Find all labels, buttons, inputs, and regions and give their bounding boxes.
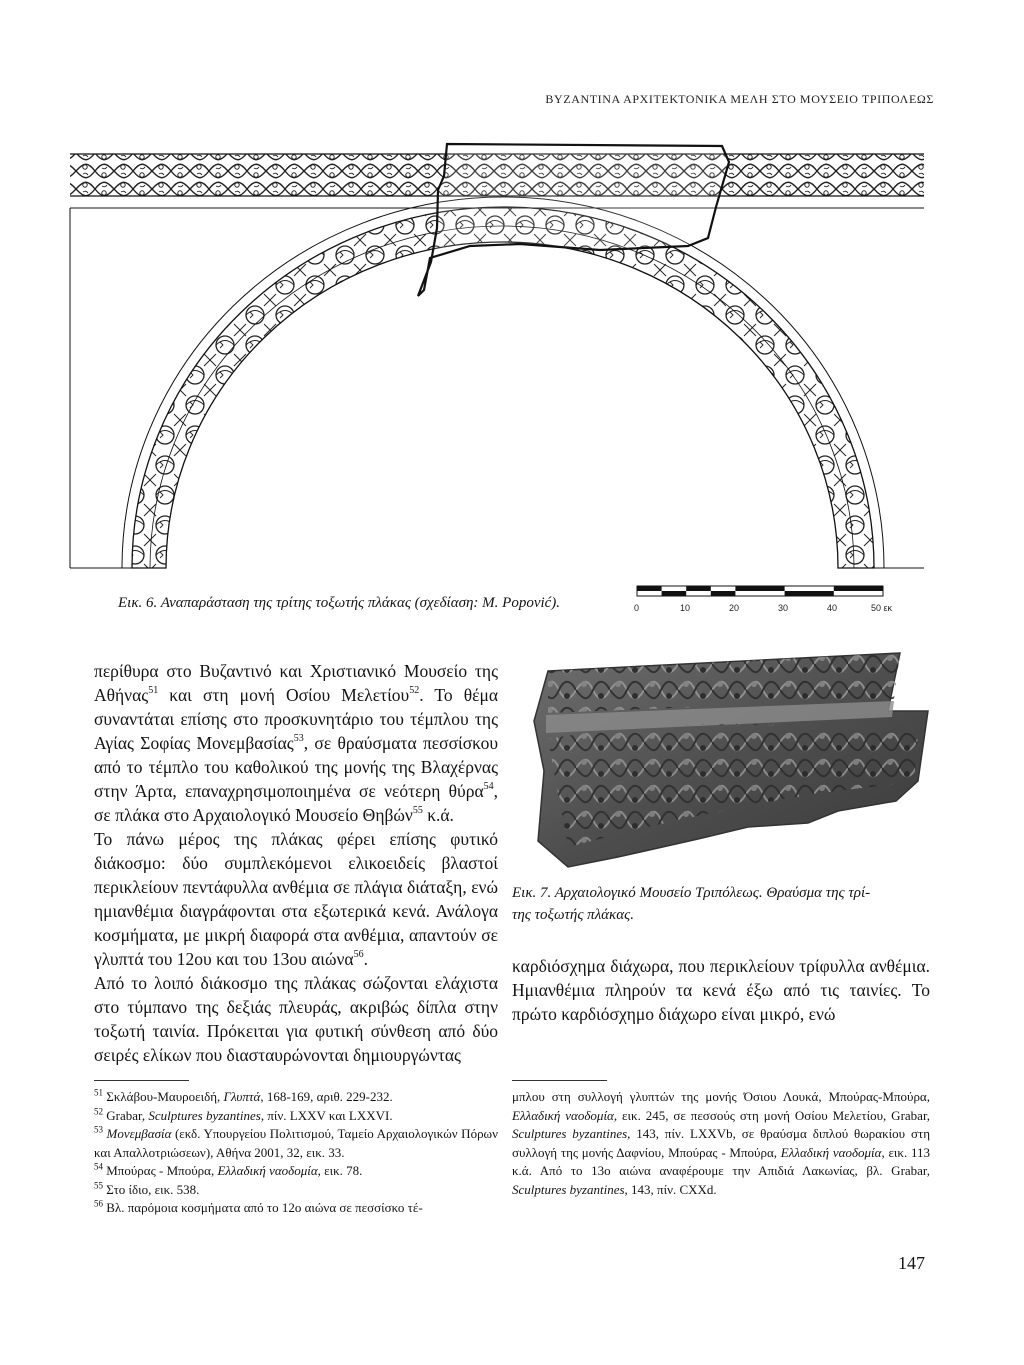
footnote-number: 56: [94, 1198, 103, 1209]
paragraph-3: Από το λοιπό διάκοσμο της πλάκας σώζονται ελάχιστα στο τύμπανο της δεξιάς πλευράς, ακριβώς δίπλα στην τοξωτή ταινία. Πρόκειται για φυτική σύνθεση από δύο σειρές ελίκων που διασταυρώνονται δημιουργώντας: [94, 973, 498, 1065]
text: , 143, πίν. LXXVb, σε θραύσμα διπλού θωρακίου στη συλλογή της μονής Δαφνίου, Μπούρας - Μπούρα,: [512, 1126, 930, 1160]
page-number: 147: [898, 1253, 925, 1273]
footnote-ref-51: 51: [148, 685, 159, 697]
footnote-number: 52: [94, 1106, 103, 1117]
footnote-ref-54: 54: [483, 781, 494, 793]
text-italic: Sculptures byzantines: [512, 1126, 628, 1141]
footnote-ref-53: 53: [293, 733, 304, 745]
footnote-ref-55: 55: [412, 805, 423, 817]
text: , πίν. LXXV και LXXVI.: [260, 1107, 393, 1123]
text: Σκλάβου-Μαυροειδή,: [103, 1089, 224, 1104]
footnote-ref-56: 56: [353, 949, 364, 961]
footnote-continuation-text: [512, 1088, 930, 1199]
arch-drawing-figure: [0, 0, 1024, 600]
footnote-51: [94, 1088, 498, 1107]
paragraph-2: [94, 827, 498, 971]
text: .: [363, 949, 368, 969]
text: Το πάνω μέρος της πλάκας φέρει επίσης φυτικό διάκοσμο: δύο συμπλεκόμενοι ελικοειδείς βλαστοί περικλείουν πεντάφυλλα ανθέμια σε πλάγια διάταξη, ενώ ημιανθέμια διαγράφονται στα εξωτερικά κενά. Ανάλογα κοσμήματα, με μικρή διαφορά στα ανθέμια, απαντούν σε γλυπτά του 12ου και του 13ου αιώνα: [94, 829, 498, 969]
arch-ornamental-band: [122, 197, 884, 568]
footnotes-left: [94, 1088, 498, 1218]
text: , σε πλάκα στο Αρχαιολογικό Μουσείο Θηβών: [94, 781, 498, 825]
footnote-number: 54: [94, 1161, 103, 1172]
body-right-column: [512, 954, 930, 1026]
body-left-column: [94, 659, 498, 1067]
text-italic: Sculptures byzantines: [148, 1107, 261, 1123]
scale-bar: [637, 586, 883, 596]
text: , 168-169, αριθ. 229-232.: [260, 1089, 393, 1104]
text-italic: Ελλαδική ναοδομία: [512, 1107, 614, 1123]
footnote-56-continuation: [512, 1088, 930, 1199]
footnote-54: [94, 1162, 498, 1181]
text: Μπούρας - Μπούρα,: [103, 1163, 218, 1178]
text: και στη μονή Οσίου Μελετίου: [158, 685, 410, 705]
footnote-ref-52: 52: [409, 685, 420, 697]
text: , σε θραύσματα πεσσίσκου από το τέμπλο του καθολικού της μονής της Βλαχέρνας στην Άρτα, επαναχρησιμοποιημένα σε νεότερη θύρα: [94, 733, 498, 801]
figure7-caption: [512, 882, 942, 926]
figure6-caption: Εικ. 6. Αναπαράσταση της τρίτης τοξωτής πλάκας (σχεδίαση: Μ. Popović).: [118, 595, 561, 611]
footnote-rule-right: [512, 1080, 607, 1081]
text: , εικ. 113 κ.ά. Από το 13ο αιώνα αναφέρουμε την Απιδιά Λακωνίας, βλ. Grabar,: [512, 1144, 930, 1178]
text-italic: Sculptures byzantines: [512, 1181, 625, 1197]
footnote-55: [94, 1181, 498, 1200]
footnote-number: 53: [94, 1124, 103, 1135]
running-head: ΒΥΖΑΝΤΙΝΑ ΑΡΧΙΤΕΚΤΟΝΙΚΑ ΜΕΛΗ ΣΤΟ ΜΟΥΣΕΙΟ ΤΡΙΠΟΛΕΩΣ: [545, 92, 934, 106]
text: , 143, πίν. CXXd.: [624, 1181, 717, 1197]
text: , εικ. 78.: [317, 1163, 363, 1178]
figure7-caption-line1: Εικ. 7. Αρχαιολογικό Μουσείο Τριπόλεως. Θραύσμα της τρί-: [512, 885, 871, 901]
scale-label-30: 30: [778, 603, 789, 613]
text: κ.ά.: [422, 805, 454, 825]
figure7-caption-line2: της τοξωτής πλάκας.: [512, 907, 634, 923]
text: . Το θέμα συναντάται επίσης στο προσκυνητάριο του τέμπλου της Αγίας Σοφίας Μονεμβασίας: [94, 685, 499, 753]
text-italic: Μονεμβασία: [106, 1126, 172, 1141]
footnote-number: 51: [94, 1087, 103, 1098]
footnote-number: 55: [94, 1180, 103, 1191]
text: περίθυρα στο Βυζαντινό και Χριστιανικό Μουσείο της Αθήνας: [94, 661, 498, 705]
scale-label-50: 50 εκ: [871, 603, 893, 613]
fragment-photo: [508, 651, 938, 871]
text-italic: Ελλαδική ναοδομία: [217, 1163, 318, 1178]
footnote-56: [94, 1199, 498, 1218]
text: Βλ. παρόμοια κοσμήματα από το 12ο αιώνα σε πεσσίσκο τέ-: [103, 1200, 423, 1215]
text-italic: Γλυπτά: [223, 1089, 261, 1104]
text-italic: Ελλαδική ναοδομία: [780, 1144, 882, 1160]
text: μπλου στη συλλογή γλυπτών της μονής Όσιου Λουκά, Μπούρας-Μπούρα,: [512, 1089, 930, 1104]
footnote-52: [94, 1107, 498, 1126]
scale-label-10: 10: [680, 603, 691, 613]
scale-label-20: 20: [729, 603, 740, 613]
footnote-53: [94, 1125, 498, 1162]
text: Grabar,: [103, 1107, 149, 1123]
text: Στο ίδιο, εικ. 538.: [103, 1181, 200, 1197]
paragraph-right: καρδιόσχημα διάχωρα, που περικλείουν τρίφυλλα ανθέμια. Ημιανθέμια πληρούν τα κενά έξω από τις ταινίες. Το πρώτο καρδιόσχημο διάχωρο είναι μικρό, ενώ: [512, 956, 930, 1024]
scale-label-0: 0: [634, 603, 640, 613]
paragraph-1: [94, 659, 498, 827]
scale-label-40: 40: [827, 603, 838, 613]
footnote-rule-left: [94, 1080, 189, 1081]
text: , εικ. 245, σε πεσσούς στη μονή Οσίου Μελετίου, Grabar,: [613, 1107, 931, 1123]
text: (εκδ. Υπουργείου Πολιτισμού, Ταμείο Αρχαιολογικών Πόρων και Απαλλοτριώσεων), Αθήνα 2001, 32, εικ. 33.: [94, 1126, 498, 1160]
